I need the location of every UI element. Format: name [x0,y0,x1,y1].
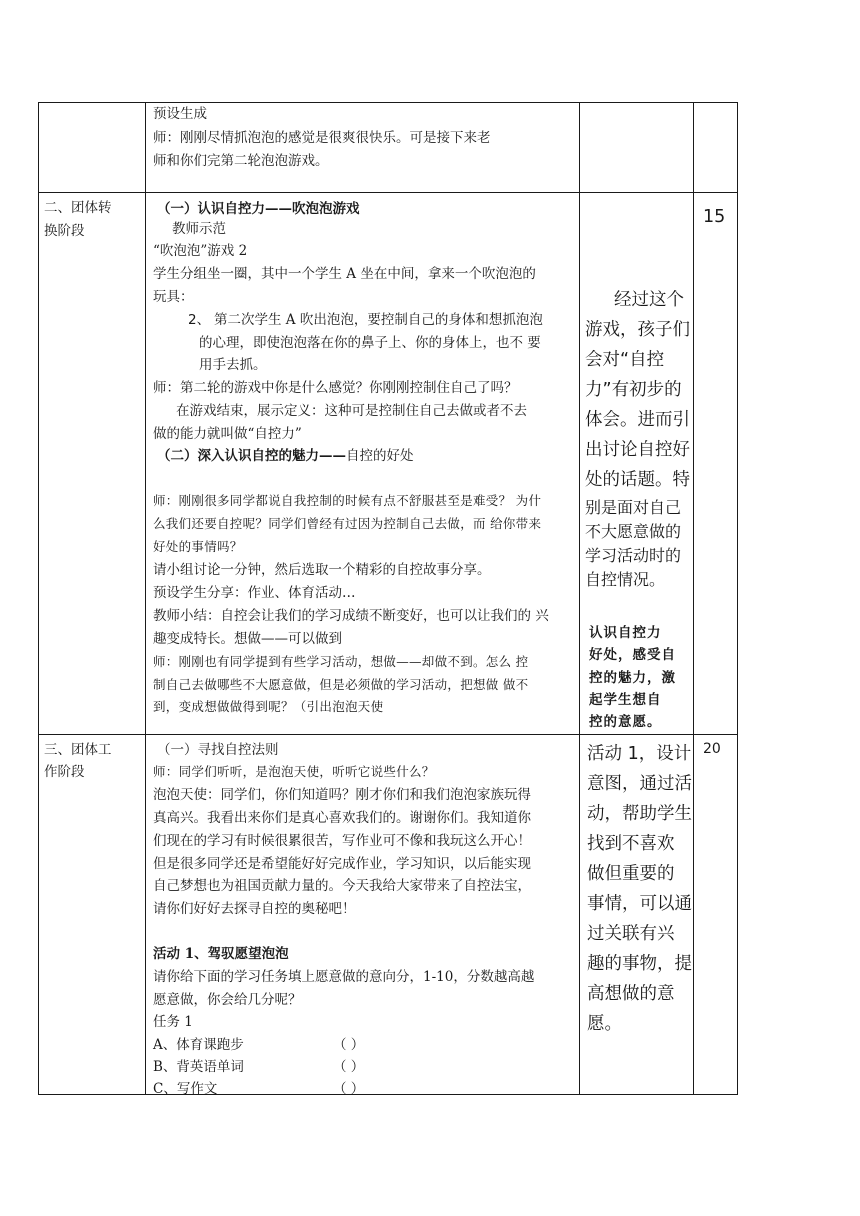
design-line: 不大愿意做的 [585,522,682,541]
design-line: 经过这个 [614,290,684,310]
design-line: 力”有初步的 [585,380,682,400]
section-heading: （一）寻找自控法则 [157,742,279,758]
content-line: 泡泡天使：同学们，你们知道吗？刚才你们和我们泡泡家族玩得 [153,787,531,803]
design-line: 自控情况。 [585,570,666,589]
design-line-bold: 起学生想自 [589,692,662,708]
content-line: 第二次学生 A 吹出泡泡，要控制自己的身体和想抓泡泡 [214,312,543,328]
table-border-right [737,102,738,1095]
content-line: 任务 1 [153,1014,193,1030]
table-border-top [38,102,738,103]
content-line: 在游戏结束，展示定义：这种可是控制住自己去做或者不去 [176,403,527,419]
content-line: 请你给下面的学习任务填上愿意做的意向分，1-10，分数越高越 [153,969,535,985]
content-line: 的心理，即使泡泡落在你的鼻子上、你的身体上，也不 要 [199,335,541,351]
content-line: 师：刚刚也有同学提到有些学习活动，想做——却做不到。怎么 控 [153,654,529,669]
content-line: 但是很多同学还是希望能好好完成作业，学习知识，以后能实现 [153,856,531,872]
time-minutes: 15 [703,207,726,227]
content-line: 请你们好好去探寻自控的奥秘吧！ [153,901,356,917]
row1-line: 预设生成 [153,106,207,122]
design-line: 别是面对自己 [585,498,682,517]
design-line: 趣的事物，提 [587,954,692,974]
design-line: 出讨论自控好 [585,440,690,460]
task-label: C、写作文 [153,1081,218,1097]
content-line: 真高兴。我看出来你们是真心喜欢我们的。谢谢你们。我知道你 [153,810,531,826]
content-line: 自己梦想也为祖国贡献力量的。今天我给大家带来了自控法宝， [153,878,531,894]
content-line: 师：同学们听听，是泡泡天使，听听它说些什么？ [153,764,435,779]
content-line: 学生分组坐一圈，其中一个学生 A 坐在中间，拿来一个吹泡泡的 [153,266,536,282]
design-line: 事情，可以通 [587,894,692,914]
section-heading-bold: （二）深入认识自控的魅力—— [157,448,346,464]
table-border-left [38,102,39,1095]
section-heading-rest: 自控的好处 [346,448,414,464]
design-line: 活动 1，设计 [587,744,692,764]
design-line: 高想做的意 [587,984,675,1004]
content-line: 预设学生分享：作业、体育活动… [153,585,356,601]
stage-label: 三、团体工 [44,742,112,758]
content-line: 请小组讨论一分钟，然后选取一个精彩的自控故事分享。 [153,562,491,578]
section-heading: （一）认识自控力——吹泡泡游戏 [157,201,360,217]
stage-label: 二、团体转 [44,200,112,216]
design-line: 动，帮助学生 [587,804,692,824]
content-line: 们现在的学习有时候很累很苦，写作业可不像和我玩这么开心！ [153,833,531,849]
design-line-bold: 控的魅力，激 [589,670,676,686]
design-line: 意图，通过活 [587,774,692,794]
design-line-bold: 控的意愿。 [589,714,662,730]
design-line: 会对“自控 [585,350,665,370]
design-line: 愿。 [587,1014,622,1034]
time-minutes: 20 [703,741,721,757]
task-label: B、背英语单词 [153,1059,244,1075]
content-line: 玩具： [153,289,194,305]
design-line-bold: 认识自控力 [589,625,662,641]
task-score-blank: （ ） [333,1059,365,1075]
design-line-bold: 好处，感受自 [589,647,676,663]
design-line: 过关联有兴 [587,924,675,944]
list-number: 2、 [188,312,211,328]
content-line: 做的能力就叫做“自控力” [153,426,302,442]
column-divider [579,102,580,1095]
design-line: 找到不喜欢 [587,834,675,854]
content-line: 制自己去做哪些不大愿意做，但是必须做的学习活动，把想做 做不 [153,677,529,692]
content-line: 好处的事情吗？ [153,539,243,554]
row1-line: 师和你们完第二轮泡泡游戏。 [153,153,329,169]
row-divider [38,192,738,193]
content-line: 么我们还要自控呢？同学们曾经有过因为控制自己去做，而 给你带来 [153,516,542,531]
row1-line: 师：刚刚尽情抓泡泡的感觉是很爽很快乐。可是接下来老 [153,130,491,146]
design-line: 做但重要的 [587,864,675,884]
activity-heading: 活动 1、驾驭愿望泡泡 [153,946,289,962]
design-line: 游戏，孩子们 [585,320,690,340]
task-score-blank: （ ） [333,1081,365,1097]
content-line: 师：刚刚很多同学都说自我控制的时候有点不舒服甚至是难受？ 为什 [153,493,542,508]
content-line: 教师示范 [172,221,226,237]
task-label: A、体育课跑步 [153,1037,244,1053]
content-line: “吹泡泡”游戏 2 [153,243,248,259]
column-divider [693,102,694,1095]
column-divider [145,102,146,1095]
content-line: 用手去抓。 [199,357,267,373]
design-line: 处的话题。特 [585,470,690,490]
content-line: 趣变成特长。想做——可以做到 [153,631,342,647]
row-divider [38,734,738,735]
content-line: 教师小结：自控会让我们的学习成绩不断变好，也可以让我们的 兴 [153,608,549,624]
content-line: 到，变成想做做得到呢？（引出泡泡天使 [153,699,384,714]
table-border-bottom [38,1094,738,1095]
stage-label: 换阶段 [44,223,85,239]
section-heading [157,446,414,466]
design-line: 学习活动时的 [585,546,682,565]
task-score-blank: （ ） [333,1037,365,1053]
stage-label: 作阶段 [44,764,85,780]
content-line: 师：第二轮的游戏中你是什么感觉？你刚刚控制住自己了吗？ [153,380,518,396]
content-line: 愿意做，你会给几分呢？ [153,992,302,1008]
design-line: 体会。进而引 [585,410,690,430]
